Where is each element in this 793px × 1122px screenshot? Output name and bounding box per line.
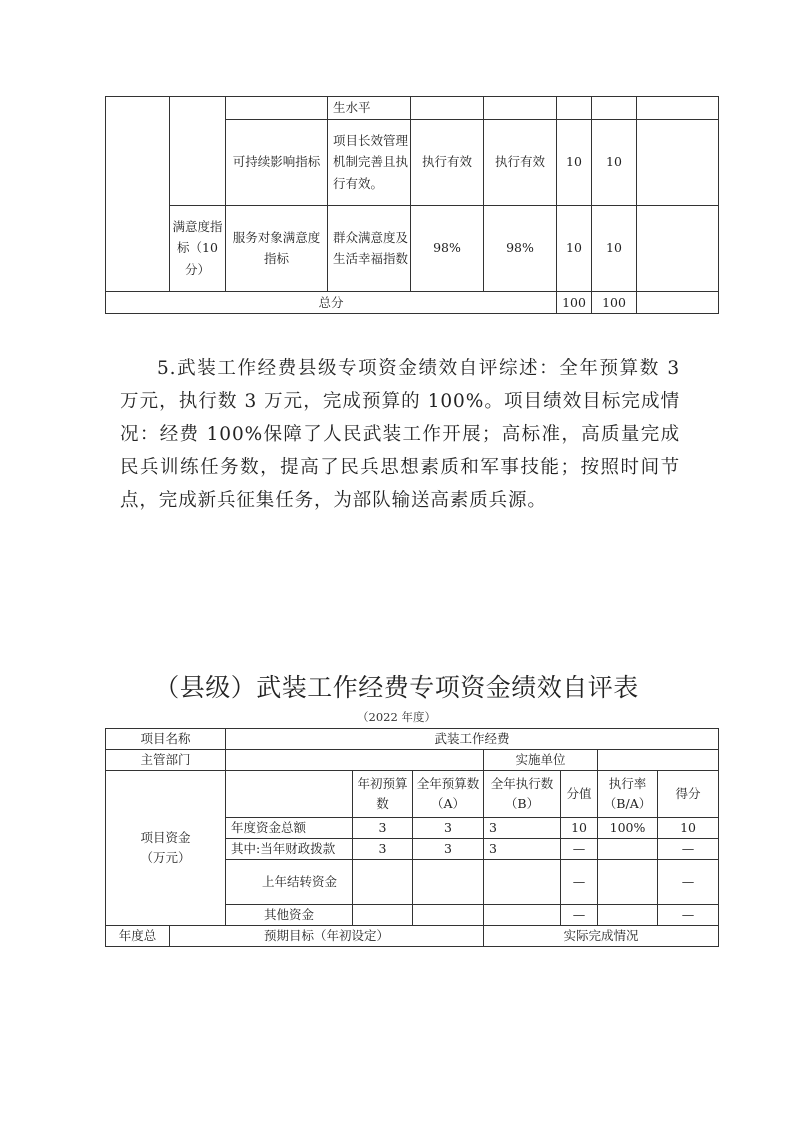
weight-cell: 10 <box>557 119 592 205</box>
fund-rate <box>598 839 658 860</box>
fund-row-label: 年度资金总额 <box>226 818 353 839</box>
fund-exec: 3 <box>484 818 561 839</box>
third-level-indicator-cell <box>226 97 328 120</box>
table-row <box>106 97 719 120</box>
self-evaluation-table <box>105 728 719 947</box>
actual-completion-label: 实际完成情况 <box>484 926 719 947</box>
fund-row-label-text: 上年结转资金 <box>262 874 338 889</box>
impl-unit-label: 实施单位 <box>484 750 598 771</box>
fund-annual: 3 <box>413 839 484 860</box>
expected-goal-label: 预期目标（年初设定） <box>170 926 484 947</box>
performance-indicator-table <box>105 96 719 314</box>
funds-label <box>106 771 226 926</box>
fund-row-label: 其他资金 <box>226 905 353 926</box>
category-cell: 满意度指标（10分） <box>170 205 226 291</box>
remark-cell <box>637 119 719 205</box>
impl-unit-value <box>598 750 719 771</box>
fund-rate <box>598 860 658 905</box>
remark-cell <box>637 97 719 120</box>
summary-text: 5.武装工作经费县级专项资金绩效自评综述：全年预算数 3 万元，执行数 3 万元，完成预算的 100%。项目绩效目标完成情况：经费 100%保障了人民武装工作开展；高标准，高质量完成民兵训练任务数，提高了民兵思想素质和军事技能；按照时间节点，完成新兵征集任务，为部队输送高素质兵源。 <box>120 358 680 511</box>
funds-label-text: 项目资金（万元） <box>140 830 191 865</box>
header-annual-budget: 全年预算数（A） <box>413 771 484 818</box>
table-row <box>106 729 719 750</box>
table-row <box>106 205 719 291</box>
actual-cell <box>484 97 557 120</box>
weight-cell: 10 <box>557 205 592 291</box>
indicator-content-cell: 项目长效管理机制完善且执行有效。 <box>328 119 411 205</box>
score-cell: 10 <box>592 119 637 205</box>
target-cell: 执行有效 <box>411 119 484 205</box>
goal-header-row <box>106 926 719 947</box>
fund-score: — <box>658 839 719 860</box>
fund-score: — <box>658 905 719 926</box>
score-cell: 10 <box>592 205 637 291</box>
fund-exec <box>484 860 561 905</box>
fund-weight: — <box>561 839 598 860</box>
target-cell <box>411 97 484 120</box>
target-cell: 98% <box>411 205 484 291</box>
fund-weight: — <box>561 860 598 905</box>
header-row <box>106 771 719 818</box>
fund-initial <box>353 905 413 926</box>
header-weight: 分值 <box>561 771 598 818</box>
form-title: （县级）武装工作经费专项资金绩效自评表 <box>154 673 639 702</box>
fund-annual: 3 <box>413 818 484 839</box>
indicator-content-cell: 生水平 <box>328 97 411 120</box>
header-blank <box>226 771 353 818</box>
project-name-label: 项目名称 <box>106 729 226 750</box>
total-row <box>106 291 719 314</box>
dept-label: 主管部门 <box>106 750 226 771</box>
fund-exec: 3 <box>484 839 561 860</box>
weight-cell <box>557 97 592 120</box>
fund-initial: 3 <box>353 839 413 860</box>
sub-category-cell: 服务对象满意度指标 <box>226 205 328 291</box>
total-score: 100 <box>592 291 637 314</box>
annual-total-label: 年度总 <box>106 926 170 947</box>
header-exec-rate: 执行率（B/A） <box>598 771 658 818</box>
total-label: 总分 <box>106 291 557 314</box>
header-score: 得分 <box>658 771 719 818</box>
form-year: （2022 年度） <box>357 710 436 724</box>
remark-cell <box>637 205 719 291</box>
fund-score: 10 <box>658 818 719 839</box>
second-level-indicator-cell <box>170 97 226 206</box>
fund-annual <box>413 905 484 926</box>
project-name-value: 武装工作经费 <box>226 729 719 750</box>
fund-rate: 100% <box>598 818 658 839</box>
fund-exec <box>484 905 561 926</box>
fund-row-label <box>226 860 353 905</box>
total-weight: 100 <box>557 291 592 314</box>
fund-score: — <box>658 860 719 905</box>
fund-row-label: 其中:当年财政拨款 <box>226 839 353 860</box>
fund-initial <box>353 860 413 905</box>
table-row <box>106 750 719 771</box>
summary-paragraph <box>120 352 680 517</box>
indicator-content-cell: 群众满意度及生活幸福指数 <box>328 205 411 291</box>
fund-weight: 10 <box>561 818 598 839</box>
score-cell <box>592 97 637 120</box>
header-annual-exec: 全年执行数（B） <box>484 771 561 818</box>
dept-value <box>226 750 484 771</box>
fund-initial: 3 <box>353 818 413 839</box>
sub-category-cell: 可持续影响指标 <box>226 119 328 205</box>
fund-rate <box>598 905 658 926</box>
remark-cell <box>637 291 719 314</box>
first-level-indicator-cell <box>106 97 170 292</box>
actual-cell: 执行有效 <box>484 119 557 205</box>
header-initial-budget: 年初预算数 <box>353 771 413 818</box>
fund-annual <box>413 860 484 905</box>
fund-weight: — <box>561 905 598 926</box>
actual-cell: 98% <box>484 205 557 291</box>
